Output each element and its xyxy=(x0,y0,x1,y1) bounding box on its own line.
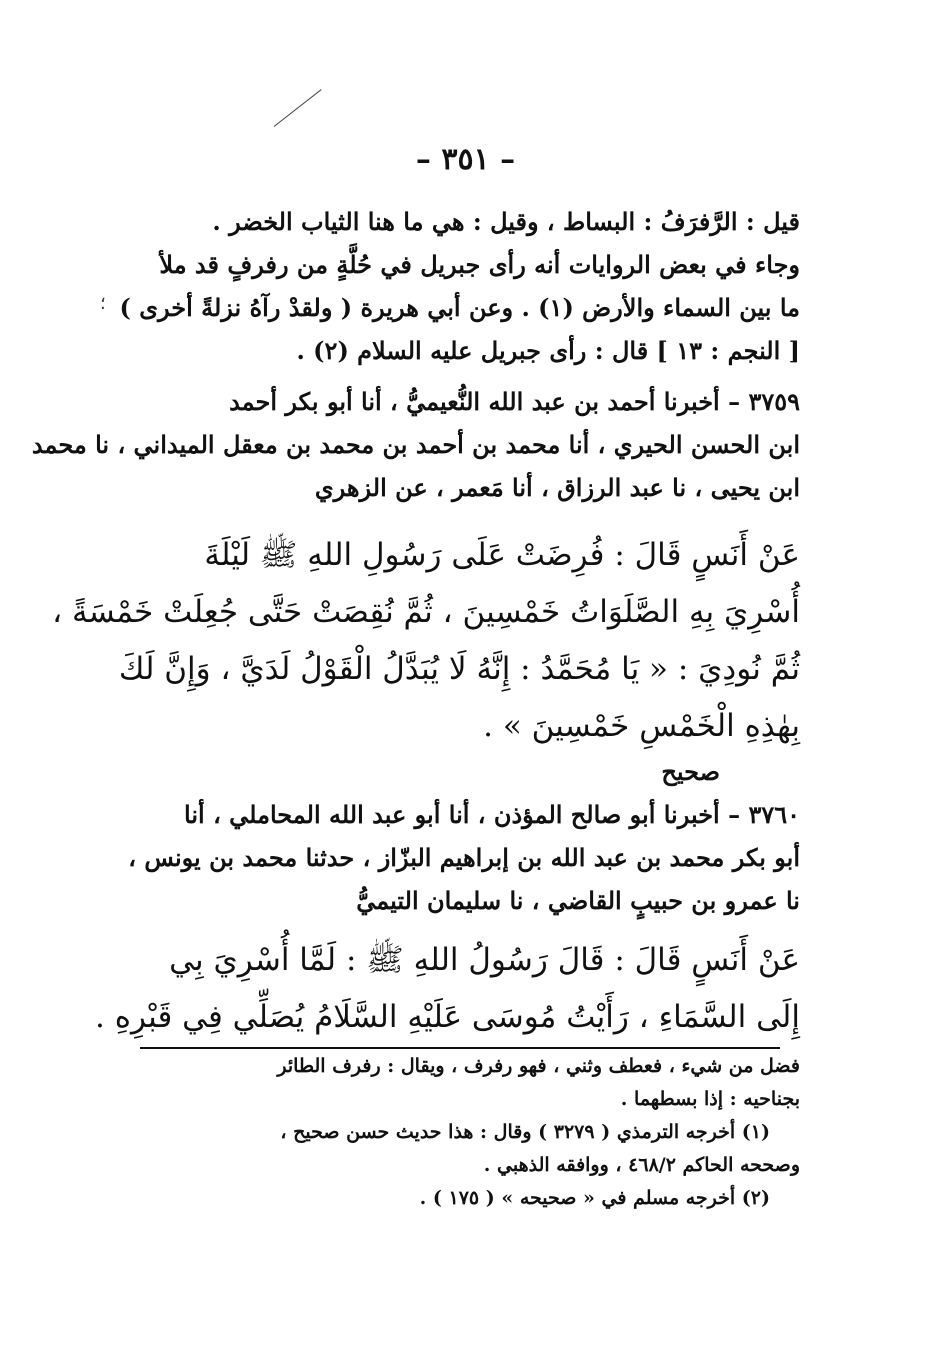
matn-line: إِلَى السَّمَاءِ ، رَأَيْتُ مُوسَى عَلَيْهِ السَّلَامُ يُصَلِّي فِي قَبْرِهِ . xyxy=(95,999,800,1035)
hadith-3760-isnad xyxy=(128,793,800,922)
matn-line: عَنْ أَنَسٍ قَالَ : فُرِضَتْ عَلَى رَسُولِ اللهِ ﷺ لَيْلَةَ xyxy=(204,537,800,573)
footnotes xyxy=(140,1050,800,1215)
footnote-2: (٢) أخرجه مسلم في « صحيحه » ( ١٧٥ ) . xyxy=(419,1187,770,1209)
isnad-line: ابن يحيى ، نا عبد الرزاق ، أنا مَعمر ، عن الزهري xyxy=(314,473,800,502)
isnad-line: نا عمرو بن حبيبٍ القاضي ، نا سليمان التيميُّ xyxy=(356,886,800,915)
hadith-3760-matn xyxy=(95,932,800,1046)
matn-line: ثُمَّ نُودِيَ : « يَا مُحَمَّدُ : إِنَّهُ لَا يُبَدَّلُ الْقَوْلُ لَدَيَّ ، وَإِنَّ لَكَ xyxy=(118,651,800,687)
hadith-grading: صحيح xyxy=(661,757,720,786)
intro-line: ما بين السماء والأرض (١) . وعن أبي هريرة ( ولقدْ رآهُ نزلةً أخرى ) xyxy=(119,293,800,322)
intro-paragraph xyxy=(119,200,800,372)
scan-artifact-line xyxy=(274,89,322,127)
isnad-line: ٣٧٥٩ – أخبرنا أحمد بن عبد الله النُّعيميُّ ، أنا أبو بكر أحمد xyxy=(229,387,800,416)
matn-line: بِهٰذِهِ الْخَمْسِ خَمْسِينَ » . xyxy=(483,708,800,744)
page-number: – ٣٥١ – xyxy=(415,142,516,177)
isnad-line: ٣٧٦٠ – أخبرنا أبو صالح المؤذن ، أنا أبو عبد الله المحاملي ، أنا xyxy=(184,800,800,829)
hadith-3759-isnad xyxy=(31,380,800,509)
intro-line: قيل : الرَّفرَفُ : البساط ، وقيل : هي ما هنا الثياب الخضر . xyxy=(212,207,800,236)
intro-line: [ النجم : ١٣ ] قال : رأى جبريل عليه السلام (٢) . xyxy=(296,336,800,365)
isnad-line: ابن الحسن الحيري ، أنا محمد بن أحمد بن محمد بن معقل الميداني ، نا محمد xyxy=(31,430,800,459)
intro-line: وجاء في بعض الروايات أنه رأى جبريل في حُلَّةٍ من رفرفٍ قد ملأ xyxy=(159,250,800,279)
matn-line: أُسْرِيَ بِهِ الصَّلَوَاتُ خَمْسِينَ ، ثُمَّ نُقِصَتْ حَتَّى جُعِلَتْ خَمْسَةً ، xyxy=(52,594,800,630)
footnote-1-line: (١) أخرجه الترمذي ( ٣٢٧٩ ) وقال : هذا حديث حسن صحيح ، xyxy=(280,1121,770,1143)
footnote-continuation-line: فضل من شيء ، فعطف وثني ، فهو رفرف ، ويقال : رفرف الطائر xyxy=(277,1055,800,1077)
matn-line: عَنْ أَنَسٍ قَالَ : قَالَ رَسُولُ اللهِ ﷺ : لَمَّا أُسْرِيَ بِي xyxy=(169,942,800,978)
footnote-1-line: وصححه الحاكم ٤٦٨/٢ ، ووافقه الذهبي . xyxy=(483,1154,800,1176)
footnote-continuation-line: بجناحيه : إذا بسطهما . xyxy=(620,1088,800,1110)
margin-mark: ؛ xyxy=(100,293,106,314)
isnad-line: أبو بكر محمد بن عبد الله بن إبراهيم البزّاز ، حدثنا محمد بن يونس ، xyxy=(128,843,800,872)
hadith-3759-matn xyxy=(52,527,800,755)
footnote-divider xyxy=(140,1047,780,1049)
